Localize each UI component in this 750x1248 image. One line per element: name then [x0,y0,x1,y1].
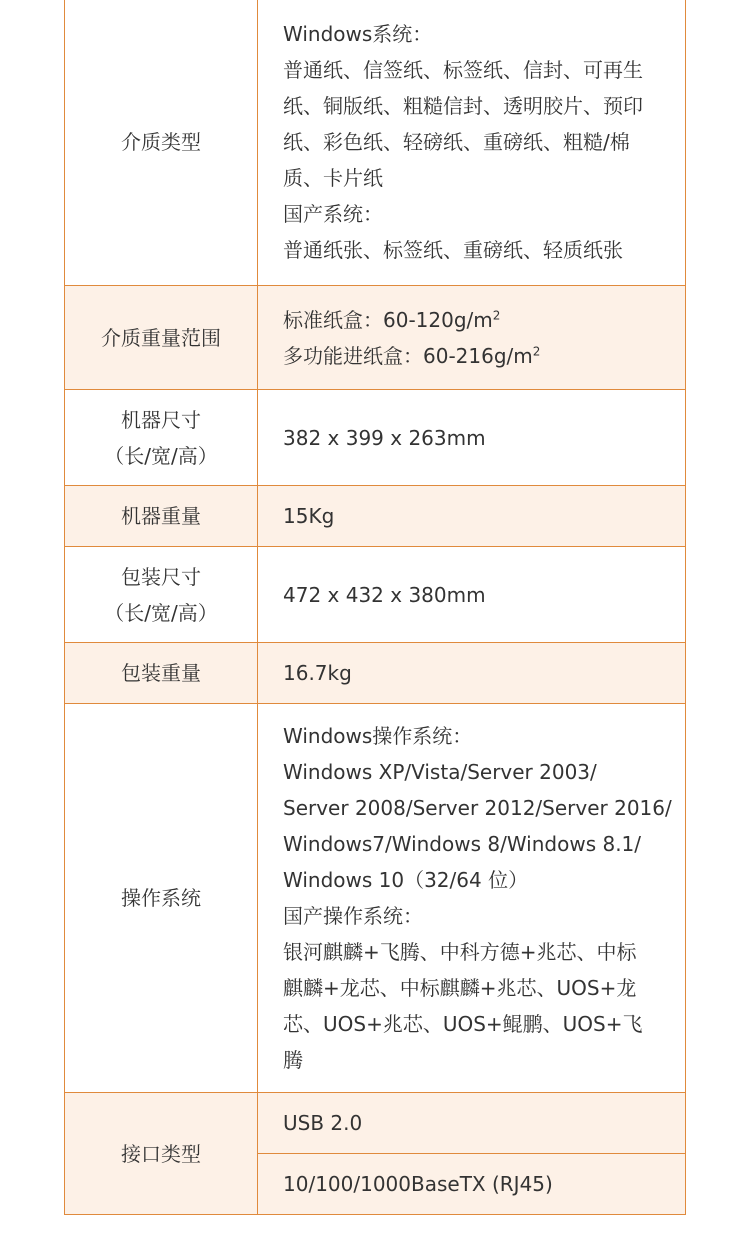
spec-value-line: Windows 10（32/64 位） [283,868,529,892]
spec-label-line: 包装尺寸 [121,564,201,589]
spec-value-line: 麒麟+龙芯、中标麒麟+兆芯、UOS+龙 [283,976,637,1000]
spec-value: 472 x 432 x 380mm [258,547,686,643]
spec-value: 15Kg [258,486,686,547]
spec-label: 操作系统 [65,704,258,1093]
spec-value: USB 2.0 [258,1093,686,1154]
spec-value-line: 普通纸、信签纸、标签纸、信封、可再生 [283,58,643,82]
spec-label-line: （长/宽/高） [104,600,218,625]
spec-value-line: 腾 [283,1048,303,1072]
spec-value-line: Server 2008/Server 2012/Server 2016/ [283,796,672,820]
spec-label [65,390,258,486]
spec-row-package-weight [65,643,686,704]
spec-row-package-size [65,547,686,643]
mp-tray-weight-text: 多功能进纸盒：60-216g/m [283,343,533,368]
spec-label: 包装重量 [65,643,258,704]
spec-value: 382 x 399 x 263mm [258,390,686,486]
spec-label: 机器重量 [65,486,258,547]
spec-value-line [283,302,667,338]
spec-label: 介质类型 [65,0,258,286]
spec-value: 16.7kg [258,643,686,704]
tray-weight-text: 标准纸盒：60-120g/m [283,307,493,332]
spec-label: 介质重量范围 [65,286,258,390]
spec-value-line: Windows系统： [283,22,433,46]
spec-table [64,0,686,1215]
spec-value [258,704,686,1093]
spec-row-media-weight [65,286,686,390]
spec-value-line: 国产系统： [283,202,383,226]
spec-label: 接口类型 [65,1093,258,1215]
spec-value [258,286,686,390]
spec-value-line: Windows7/Windows 8/Windows 8.1/ [283,832,642,856]
spec-value-line: 芯、UOS+兆芯、UOS+鲲鹏、UOS+飞 [283,1012,643,1036]
spec-label-line: （长/宽/高） [104,443,218,468]
superscript: 2 [492,307,501,322]
spec-value-line [283,338,667,374]
spec-value-line: Windows XP/Vista/Server 2003/ [283,760,597,784]
spec-value-line: 银河麒麟+飞腾、中科方德+兆芯、中标 [283,940,637,964]
spec-row-os [65,704,686,1093]
superscript: 2 [532,343,541,358]
spec-label [65,547,258,643]
spec-value-line: 质、卡片纸 [283,166,383,190]
spec-value [258,0,686,286]
spec-value: 10/100/1000BaseTX (RJ45) [258,1154,686,1215]
spec-row-media-type [65,0,686,286]
spec-value-line: 国产操作系统： [283,904,423,928]
spec-value-line: 纸、彩色纸、轻磅纸、重磅纸、粗糙/棉 [283,130,630,154]
spec-value-line: 纸、铜版纸、粗糙信封、透明胶片、预印 [283,94,643,118]
spec-row-machine-size [65,390,686,486]
spec-value-line: Windows操作系统： [283,724,473,748]
spec-value-line: 普通纸张、标签纸、重磅纸、轻质纸张 [283,238,623,262]
spec-row-machine-weight [65,486,686,547]
spec-row-interface-usb [65,1093,686,1154]
spec-label-line: 机器尺寸 [121,407,201,432]
